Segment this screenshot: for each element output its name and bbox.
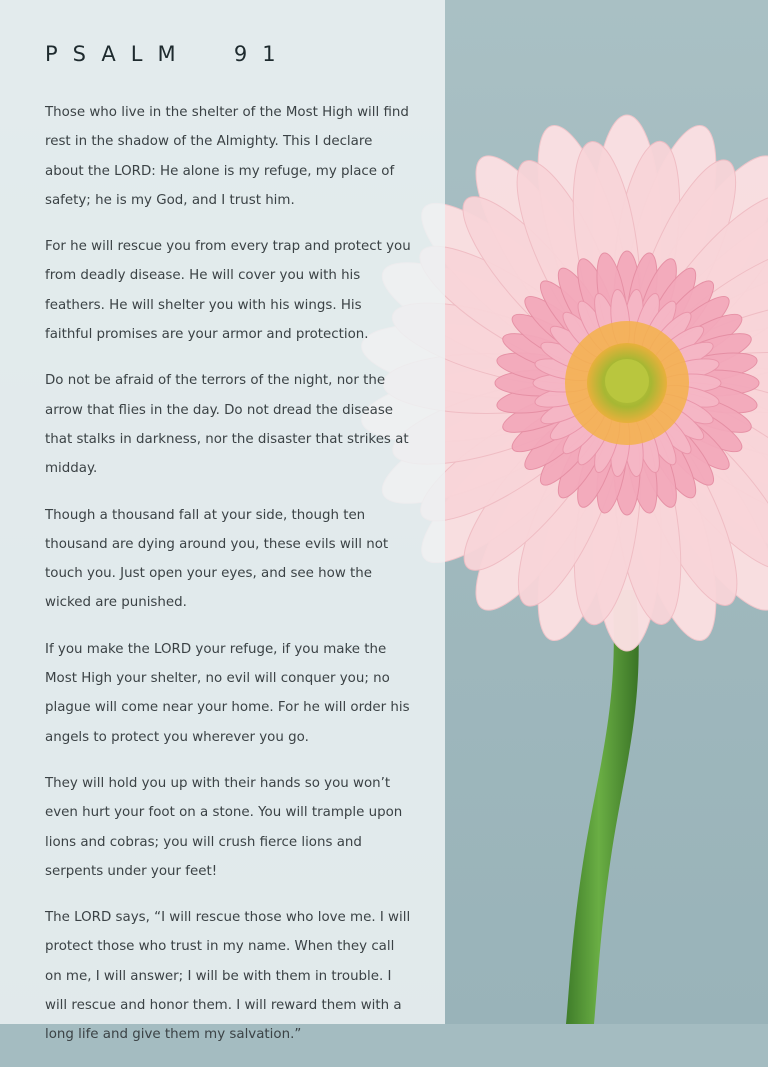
paragraph: They will hold you up with their hands so you won’t even hurt your foot on a stone. You will trample upon lions and cobras; you will crush fierce lions and serpents under your feet! xyxy=(45,775,403,879)
paragraph: If you make the LORD your refuge, if you make the Most High your shelter, no evil will conquer you; no plague will come near your home. For he will order his angels to protect you wherever you go. xyxy=(45,641,410,745)
paragraph: Though a thousand fall at your side, though ten thousand are dying around you, these evils will not touch you. Just open your eyes, and see how the wicked are punished. xyxy=(45,507,389,611)
page-title: PSALM 91 xyxy=(45,42,291,66)
psalm-text xyxy=(45,98,413,1067)
paragraph: For he will rescue you from every trap and protect you from deadly disease. He will cover you with his feathers. He will shelter you with his wings. His faithful promises are your armor and protection. xyxy=(45,239,411,343)
paragraph: The LORD says, “I will rescue those who love me. I will protect those who trust in my name. When they call on me, I will answer; I will be with them in trouble. I will rescue and honor them. I will reward them with a long life and give them my salvation.” xyxy=(45,910,411,1043)
flower-stem xyxy=(566,590,639,1024)
paragraph: Those who live in the shelter of the Most High will find rest in the shadow of the Almighty. This I declare about the LORD: He alone is my refuge, my place of safety; he is my God, and I trust him. xyxy=(45,105,409,208)
paragraph: Do not be afraid of the terrors of the night, nor the arrow that flies in the day. Do not dread the disease that stalks in darkness, nor the disaster that strikes at midday. xyxy=(45,373,409,477)
flower-disc xyxy=(605,359,649,403)
